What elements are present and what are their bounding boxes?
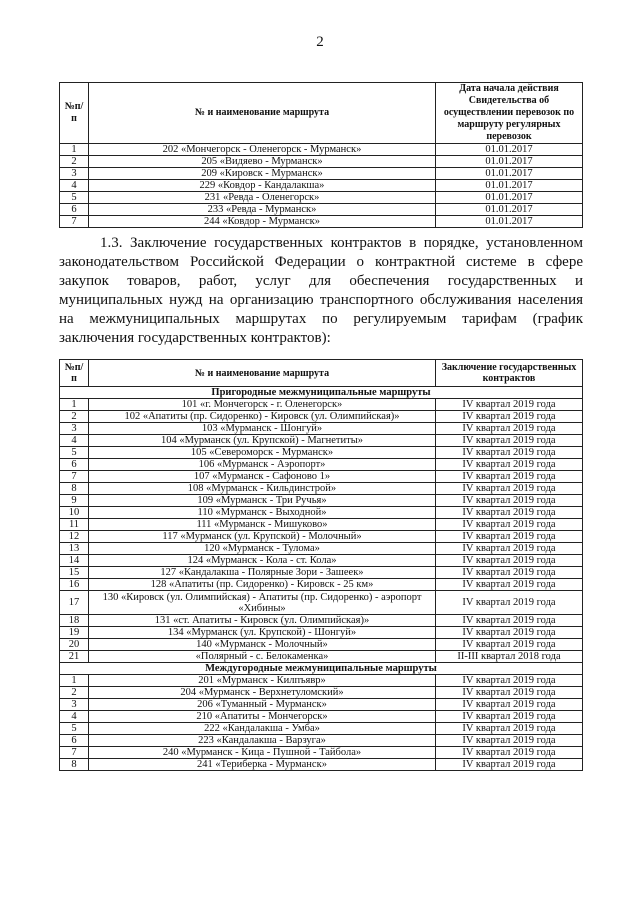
paragraph-line: заключения государственных контрактов): xyxy=(59,330,331,346)
row-date: IV квартал 2019 года xyxy=(436,471,583,483)
row-date: IV квартал 2019 года xyxy=(436,675,583,687)
route-name: 222 «Кандалакша - Умба» xyxy=(89,723,436,735)
route-name: 233 «Ревда - Мурманск» xyxy=(89,204,436,216)
row-date: IV квартал 2019 года xyxy=(436,711,583,723)
row-date: 01.01.2017 xyxy=(436,144,583,156)
row-number: 4 xyxy=(60,180,89,192)
header-number: №п/п xyxy=(60,360,89,387)
row-number: 7 xyxy=(60,471,89,483)
route-name: 107 «Мурманск - Сафоново 1» xyxy=(89,471,436,483)
table-row xyxy=(60,216,583,228)
table-row xyxy=(60,168,583,180)
route-name: 111 «Мурманск - Мишуково» xyxy=(89,519,436,531)
table-header-row xyxy=(60,360,583,387)
paragraph-line: муниципальных нужд на организацию транспортного обслуживания населения xyxy=(59,292,583,308)
route-name: 120 «Мурманск - Тулома» xyxy=(89,543,436,555)
row-number: 15 xyxy=(60,567,89,579)
table-row xyxy=(60,723,583,735)
route-name: 240 «Мурманск - Кица - Пушной - Тайбола» xyxy=(89,747,436,759)
row-number: 8 xyxy=(60,483,89,495)
section-row xyxy=(60,387,583,399)
table-row xyxy=(60,555,583,567)
row-date: IV квартал 2019 года xyxy=(436,699,583,711)
row-number: 17 xyxy=(60,591,89,615)
table-row xyxy=(60,411,583,423)
route-name: 205 «Видяево - Мурманск» xyxy=(89,156,436,168)
route-name: 244 «Ковдор - Мурманск» xyxy=(89,216,436,228)
row-date: IV квартал 2019 года xyxy=(436,567,583,579)
table-row xyxy=(60,567,583,579)
row-date: IV квартал 2019 года xyxy=(436,435,583,447)
row-number: 11 xyxy=(60,519,89,531)
row-date: IV квартал 2019 года xyxy=(436,519,583,531)
table-row xyxy=(60,180,583,192)
route-name: 108 «Мурманск - Кильдинстрой» xyxy=(89,483,436,495)
section-title: Пригородные межмуниципальные маршруты xyxy=(60,387,583,399)
row-number: 3 xyxy=(60,423,89,435)
table-row xyxy=(60,591,583,615)
row-date: 01.01.2017 xyxy=(436,180,583,192)
row-date: 01.01.2017 xyxy=(436,156,583,168)
route-name: 109 «Мурманск - Три Ручья» xyxy=(89,495,436,507)
row-number: 6 xyxy=(60,204,89,216)
row-date: IV квартал 2019 года xyxy=(436,735,583,747)
row-date: IV квартал 2019 года xyxy=(436,495,583,507)
route-name: 106 «Мурманск - Аэропорт» xyxy=(89,459,436,471)
row-number: 20 xyxy=(60,639,89,651)
table-row xyxy=(60,483,583,495)
page-number: 2 xyxy=(316,34,324,50)
row-number: 5 xyxy=(60,192,89,204)
row-date: IV квартал 2019 года xyxy=(436,615,583,627)
table-row xyxy=(60,531,583,543)
header-route: № и наименование маршрута xyxy=(89,83,436,144)
row-date: IV квартал 2019 года xyxy=(436,627,583,639)
row-number: 1 xyxy=(60,675,89,687)
row-date: 01.01.2017 xyxy=(436,168,583,180)
row-number: 7 xyxy=(60,216,89,228)
route-name: 131 «ст. Апатиты - Кировск (ул. Олимпийская)» xyxy=(89,615,436,627)
row-number: 21 xyxy=(60,651,89,663)
row-date: 01.01.2017 xyxy=(436,216,583,228)
route-name: 117 «Мурманск (ул. Крупской) - Молочный» xyxy=(89,531,436,543)
row-date: IV квартал 2019 года xyxy=(436,687,583,699)
row-number: 19 xyxy=(60,627,89,639)
row-number: 10 xyxy=(60,507,89,519)
table-row xyxy=(60,615,583,627)
row-date: IV квартал 2019 года xyxy=(436,555,583,567)
route-name: 105 «Североморск - Мурманск» xyxy=(89,447,436,459)
table-row xyxy=(60,399,583,411)
row-number: 6 xyxy=(60,735,89,747)
row-date: IV квартал 2019 года xyxy=(436,591,583,615)
row-number: 18 xyxy=(60,615,89,627)
row-date: IV квартал 2019 года xyxy=(436,423,583,435)
row-date: IV квартал 2019 года xyxy=(436,399,583,411)
route-name: 204 «Мурманск - Верхнетуломский» xyxy=(89,687,436,699)
contracts-paragraph xyxy=(59,234,583,348)
route-name: 241 «Териберка - Мурманск» xyxy=(89,759,436,771)
route-name: 206 «Туманный - Мурманск» xyxy=(89,699,436,711)
table-row xyxy=(60,447,583,459)
row-number: 9 xyxy=(60,495,89,507)
table-row xyxy=(60,627,583,639)
header-route: № и наименование маршрута xyxy=(89,360,436,387)
row-number: 1 xyxy=(60,399,89,411)
table-row xyxy=(60,759,583,771)
header-number: №п/п xyxy=(60,83,89,144)
row-date: IV квартал 2019 года xyxy=(436,579,583,591)
row-number: 5 xyxy=(60,447,89,459)
route-name: 229 «Ковдор - Кандалакша» xyxy=(89,180,436,192)
row-number: 3 xyxy=(60,168,89,180)
route-name: 130 «Кировск (ул. Олимпийская) - Апатиты (пр. Сидоренко) - аэропорт «Хибины» xyxy=(89,591,436,615)
paragraph-line: 1.3. Заключение государственных контрактов в порядке, установленном xyxy=(100,235,583,251)
route-name: 124 «Мурманск - Кола - ст. Кола» xyxy=(89,555,436,567)
row-date: 01.01.2017 xyxy=(436,192,583,204)
row-number: 3 xyxy=(60,699,89,711)
header-date: Дата начала действия Свидетельства об осуществлении перевозок по маршруту регулярных перевозок xyxy=(436,83,583,144)
route-name: 110 «Мурманск - Выходной» xyxy=(89,507,436,519)
table-row xyxy=(60,579,583,591)
contracts-schedule-table xyxy=(59,359,583,771)
row-date: 01.01.2017 xyxy=(436,204,583,216)
row-number: 2 xyxy=(60,411,89,423)
row-date: IV квартал 2019 года xyxy=(436,531,583,543)
route-name: 101 «г. Мончегорск - г. Оленегорск» xyxy=(89,399,436,411)
row-number: 8 xyxy=(60,759,89,771)
table-row xyxy=(60,423,583,435)
route-name: 140 «Мурманск - Молочный» xyxy=(89,639,436,651)
row-number: 16 xyxy=(60,579,89,591)
paragraph-line: закупок товаров, работ, услуг для обеспечения государственных и xyxy=(59,273,583,289)
table-row xyxy=(60,144,583,156)
table-row xyxy=(60,699,583,711)
row-date: IV квартал 2019 года xyxy=(436,723,583,735)
row-number: 1 xyxy=(60,144,89,156)
row-date: IV квартал 2019 года xyxy=(436,447,583,459)
table-row xyxy=(60,192,583,204)
row-date: IV квартал 2019 года xyxy=(436,507,583,519)
route-name: 128 «Апатиты (пр. Сидоренко) - Кировск - 25 км» xyxy=(89,579,436,591)
table-row xyxy=(60,543,583,555)
row-number: 4 xyxy=(60,435,89,447)
table-row xyxy=(60,687,583,699)
route-name: 202 «Мончегорск - Оленегорск - Мурманск» xyxy=(89,144,436,156)
table-row xyxy=(60,519,583,531)
route-name: 103 «Мурманск - Шонгуй» xyxy=(89,423,436,435)
row-number: 7 xyxy=(60,747,89,759)
row-date: IV квартал 2019 года xyxy=(436,459,583,471)
route-name: 231 «Ревда - Оленегорск» xyxy=(89,192,436,204)
table-row xyxy=(60,204,583,216)
route-name: 104 «Мурманск (ул. Крупской) - Магнетиты» xyxy=(89,435,436,447)
route-name: 102 «Апатиты (пр. Сидоренко) - Кировск (ул. Олимпийская)» xyxy=(89,411,436,423)
route-name: 201 «Мурманск - Килпъявр» xyxy=(89,675,436,687)
table-row xyxy=(60,639,583,651)
row-date: IV квартал 2019 года xyxy=(436,411,583,423)
section-title: Междугородные межмуниципальные маршруты xyxy=(60,663,583,675)
row-number: 5 xyxy=(60,723,89,735)
route-name: 223 «Кандалакша - Варзуга» xyxy=(89,735,436,747)
table-row xyxy=(60,156,583,168)
route-name: «Полярный - с. Белокаменка» xyxy=(89,651,436,663)
table-row xyxy=(60,459,583,471)
row-number: 6 xyxy=(60,459,89,471)
row-number: 4 xyxy=(60,711,89,723)
table-row xyxy=(60,507,583,519)
row-number: 2 xyxy=(60,687,89,699)
certificate-dates-table xyxy=(59,82,583,228)
section-row xyxy=(60,663,583,675)
route-name: 210 «Апатиты - Мончегорск» xyxy=(89,711,436,723)
table-header-row xyxy=(60,83,583,144)
row-number: 14 xyxy=(60,555,89,567)
row-date: IV квартал 2019 года xyxy=(436,639,583,651)
paragraph-line: на межмуниципальных маршрутах по регулируемым тарифам (график xyxy=(59,311,583,327)
row-date: IV квартал 2019 года xyxy=(436,747,583,759)
table-row xyxy=(60,747,583,759)
route-name: 209 «Кировск - Мурманск» xyxy=(89,168,436,180)
table-row xyxy=(60,735,583,747)
row-date: IV квартал 2019 года xyxy=(436,483,583,495)
table-row xyxy=(60,435,583,447)
table-row xyxy=(60,471,583,483)
table-row xyxy=(60,495,583,507)
table-row xyxy=(60,711,583,723)
table-row xyxy=(60,675,583,687)
paragraph-line: законодательством Российской Федерации о контрактной системе в сфере xyxy=(59,254,583,270)
route-name: 127 «Кандалакша - Полярные Зори - Зашеек» xyxy=(89,567,436,579)
row-number: 2 xyxy=(60,156,89,168)
row-number: 12 xyxy=(60,531,89,543)
row-number: 13 xyxy=(60,543,89,555)
row-date: II-III квартал 2018 года xyxy=(436,651,583,663)
row-date: IV квартал 2019 года xyxy=(436,543,583,555)
header-contract: Заключение государственных контрактов xyxy=(436,360,583,387)
route-name: 134 «Мурманск (ул. Крупской) - Шонгуй» xyxy=(89,627,436,639)
row-date: IV квартал 2019 года xyxy=(436,759,583,771)
table-row xyxy=(60,651,583,663)
